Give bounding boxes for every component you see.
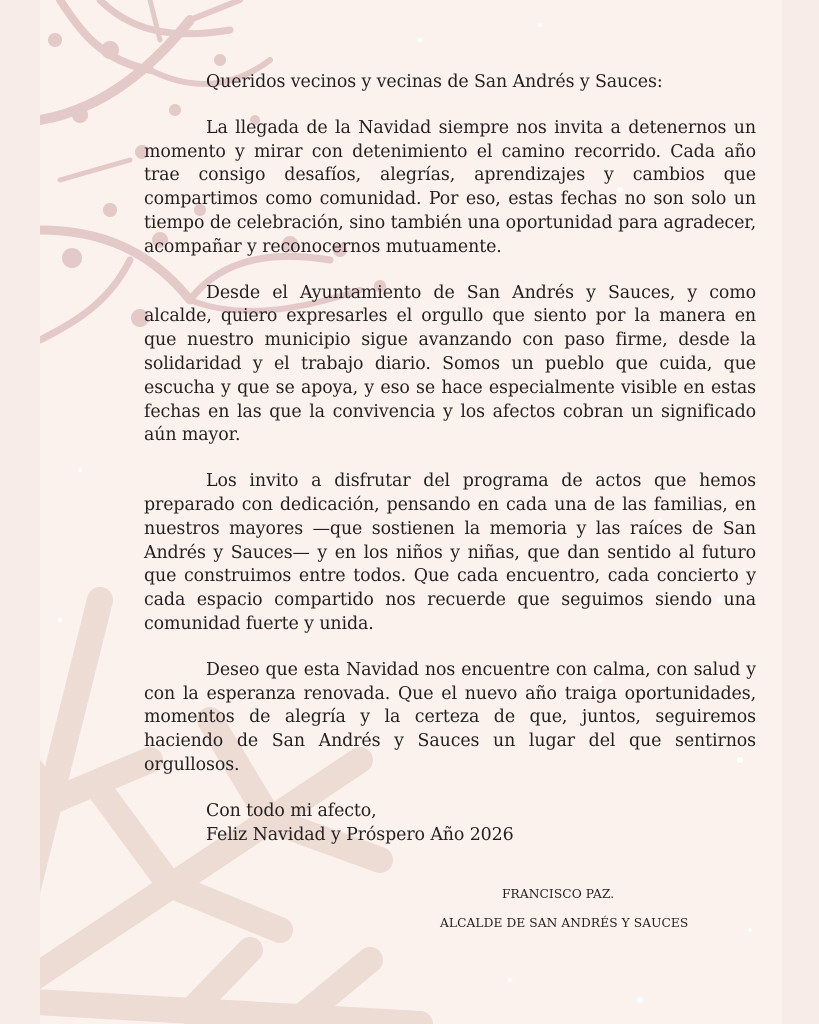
signature-name: FRANCISCO PAZ. — [502, 887, 615, 901]
letter-body — [144, 71, 756, 847]
letter-paragraph-3: Los invito a disfrutar del programa de actos que hemos preparado con dedicación, pensando en cada una de las familias, en nuestros mayores —que sostienen la memoria y las raíces de San Andrés y Sauces— y en los niños y niñas, que dan sentido al futuro que construimos entre todos. Que cada encuentro, cada concierto y cada espacio compartido nos recuerde que seguimos siendo una comunidad fuerte y unida. — [144, 471, 756, 634]
closing-line-greeting: Feliz Navidad y Próspero Año 2026 — [206, 824, 514, 845]
letter-paragraph-4: Deseo que esta Navidad nos encuentre con calma, con salud y con la esperanza renovada. Que el nuevo año traiga oportunidades, momentos de alegría y la certeza de que, juntos, seguiremos haciendo de San Andrés y Sauces un lugar del que sentirnos orgullosos. — [144, 659, 756, 775]
closing-line-affection: Con todo mi afecto, — [206, 800, 377, 821]
signature-block — [440, 880, 700, 938]
letter-paragraph-1: La llegada de la Navidad siempre nos invita a detenernos un momento y mirar con detenimiento el camino recorrido. Cada año trae consigo desafíos, alegrías, aprendizajes y cambios que compartimos como comunidad. Por eso, estas fechas no son solo un tiempo de celebración, sino también una oportunidad para agradecer, acompañar y reconocernos mutuamente. — [144, 117, 756, 257]
letter-paragraph-2: Desde el Ayuntamiento de San Andrés y Sauces, y como alcalde, quiero expresarles el orgullo que siento por la manera en que nuestro municipio sigue avanzando con paso firme, desde la solidaridad y el trabajo diario. Somos un pueblo que cuida, que escucha y que se apoya, y eso se hace especialmente visible en estas fechas en las que la convivencia y los afectos cobran un significado aún mayor. — [144, 282, 756, 446]
letter-page — [40, 0, 782, 1024]
letter-salutation: Queridos vecinos y vecinas de San Andrés y Sauces: — [206, 72, 663, 92]
letter-closing — [206, 800, 756, 848]
signature-title: ALCALDE DE SAN ANDRÉS Y SAUCES — [440, 916, 689, 930]
